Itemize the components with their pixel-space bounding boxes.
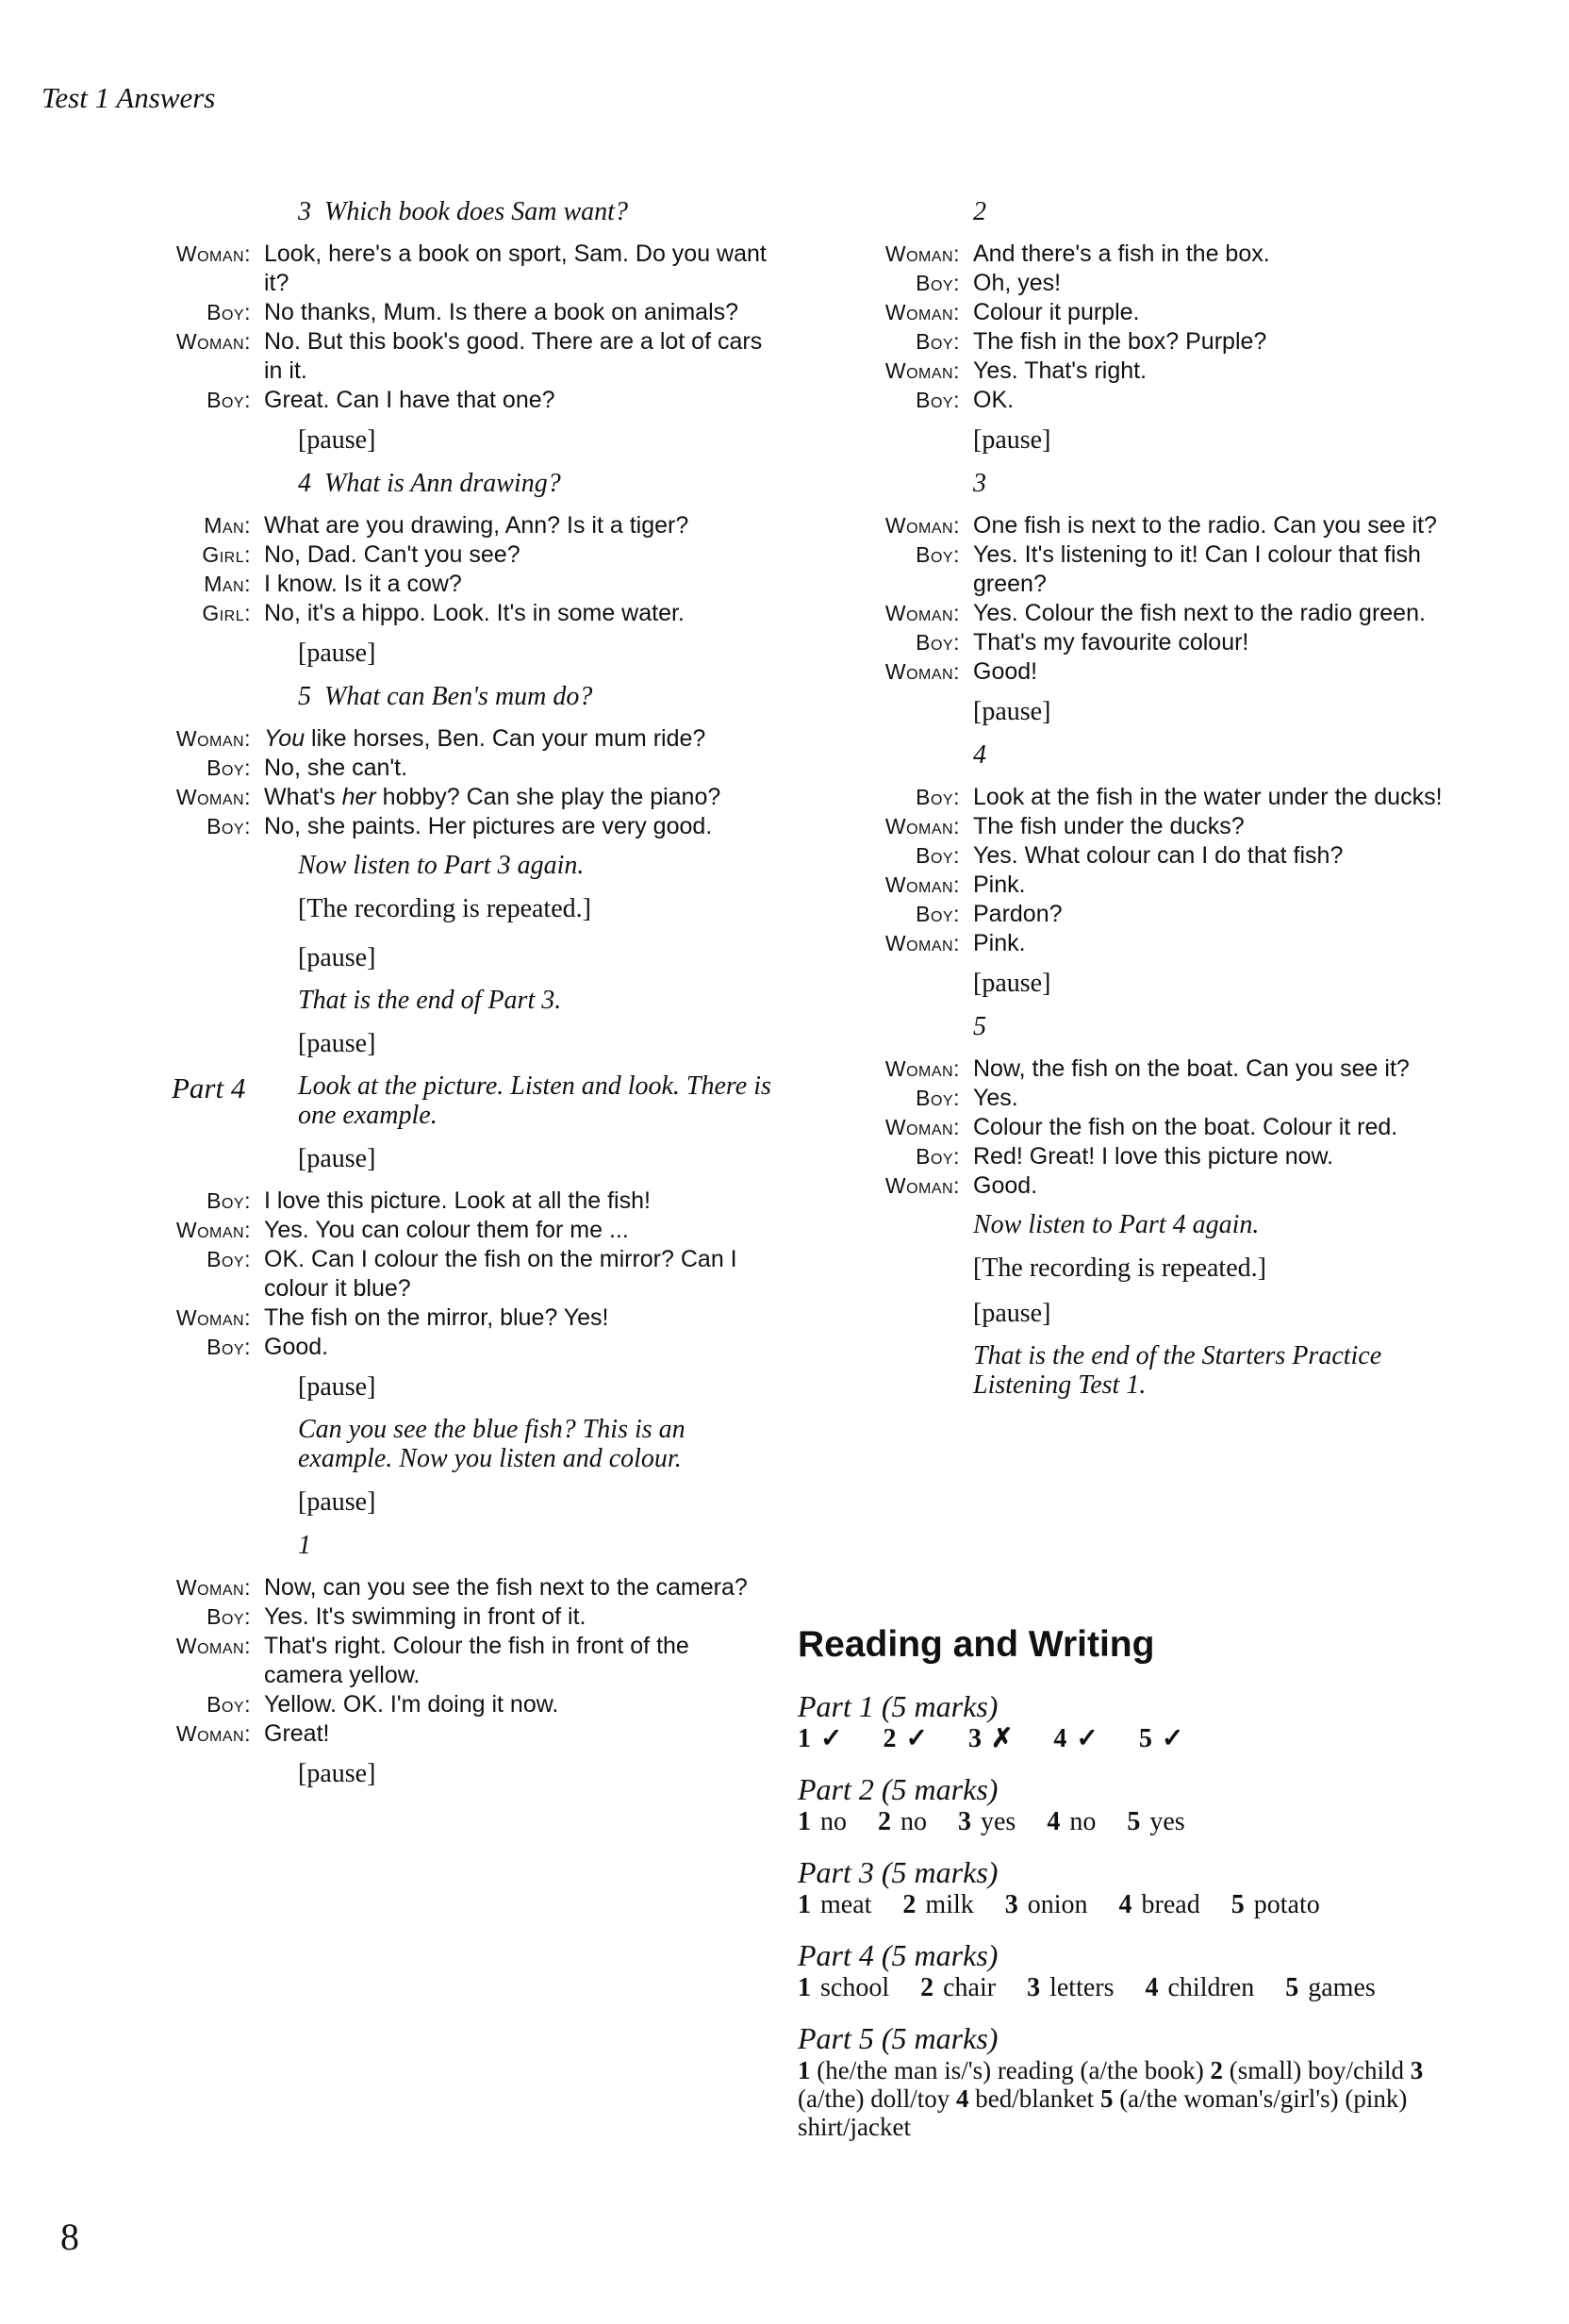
speaker: Boy: — [916, 843, 960, 868]
pause-marker: [pause] — [298, 639, 376, 668]
answer-number: 2 — [920, 1973, 934, 2002]
speaker: Man: — [204, 572, 251, 596]
speaker: Woman: — [884, 659, 960, 684]
part-4-block — [172, 1071, 773, 1130]
answer-text: (a/the) doll/toy — [798, 2084, 950, 2113]
pause-marker: [pause] — [298, 1144, 376, 1173]
dialogue-q3-right — [792, 511, 1490, 687]
speaker: Woman: — [175, 1218, 251, 1242]
end-part-note: That is the end of Part 3. — [298, 986, 562, 1015]
utterance: Yes. — [973, 1085, 1018, 1111]
pause-marker: [pause] — [298, 1487, 376, 1517]
speaker: Boy: — [206, 755, 251, 780]
dialogue-line — [170, 783, 773, 812]
speaker: Boy: — [206, 814, 251, 838]
part-title: Part 1 (5 marks) — [798, 1689, 999, 1723]
dialogue-q5 — [170, 724, 773, 841]
utterance-part: What's — [264, 784, 342, 810]
utterance: Pink. — [973, 930, 1026, 956]
instruction: Now listen to Part 4 again. — [973, 1210, 1260, 1239]
speaker: Boy: — [916, 329, 960, 354]
question-1-title — [298, 1530, 773, 1562]
utterance: The fish under the ducks? — [973, 813, 1245, 839]
answer-number: 1 — [798, 1724, 811, 1753]
speaker: Boy: — [916, 542, 960, 567]
answer — [883, 1724, 936, 1753]
dialogue-line — [792, 1113, 1490, 1142]
dialogue-line — [170, 754, 773, 783]
speaker: Woman: — [884, 601, 960, 625]
part-label: Part 4 — [172, 1071, 246, 1104]
speaker: Woman: — [884, 1115, 960, 1139]
answer-text: bed/blanket — [975, 2084, 1095, 2113]
answer — [920, 1973, 996, 2002]
speaker: Woman: — [884, 241, 960, 266]
pause-marker: [pause] — [298, 1029, 376, 1058]
utterance: Good! — [973, 658, 1038, 685]
answer-number: 4 — [955, 2084, 969, 2113]
answer-text: letters — [1049, 1973, 1115, 2002]
dialogue-line — [792, 783, 1490, 812]
question-number: 2 — [973, 197, 986, 226]
utterance: Now, can you see the fish next to the camera? — [264, 1574, 748, 1601]
speaker: Woman: — [884, 814, 960, 838]
answer-list — [798, 1724, 1458, 1754]
part-title: Part 3 (5 marks) — [798, 1855, 999, 1889]
dialogue-q4-right — [792, 783, 1490, 958]
answer — [798, 1724, 851, 1753]
question-text: What can Ben's mum do? — [324, 682, 593, 711]
answer-text: bread — [1141, 1890, 1200, 1919]
answer-text: (a/the woman's/girl's) (pink) shirt/jacket — [798, 2084, 1408, 2141]
emphasis: You — [264, 725, 306, 752]
rw-part-2 — [798, 1771, 1458, 1837]
speaker: Boy: — [916, 271, 960, 295]
answer-number: 3 — [1410, 2056, 1424, 2084]
utterance: The fish in the box? Purple? — [973, 328, 1267, 355]
dialogue-line — [792, 511, 1490, 540]
utterance: Pardon? — [973, 901, 1063, 927]
utterance: Red! Great! I love this picture now. — [973, 1143, 1334, 1170]
utterance: OK. Can I colour the fish on the mirror? Can I colour it blue? — [264, 1246, 737, 1302]
speaker: Woman: — [175, 1634, 251, 1658]
question-4-title — [973, 739, 1490, 772]
answer-number: 5 — [1230, 1890, 1245, 1919]
answer-text: school — [820, 1973, 890, 2002]
dialogue-line — [792, 628, 1490, 657]
utterance: Yellow. OK. I'm doing it now. — [264, 1691, 559, 1718]
speaker: Woman: — [884, 1173, 960, 1198]
speaker: Woman: — [884, 931, 960, 955]
answer-mark: ✓ — [905, 1724, 928, 1753]
dialogue-line — [170, 540, 773, 570]
answer — [798, 1807, 847, 1836]
question-text: What is Ann drawing? — [324, 469, 561, 498]
answer-number: 1 — [798, 2056, 811, 2084]
dialogue-line — [170, 298, 773, 327]
speaker: Woman: — [884, 872, 960, 897]
speaker: Woman: — [175, 1305, 251, 1330]
utterance: One fish is next to the radio. Can you see it? — [973, 512, 1437, 539]
question-3-title — [298, 196, 773, 228]
speaker: Boy: — [916, 1144, 960, 1169]
speaker: Boy: — [206, 300, 251, 324]
dialogue-line — [792, 900, 1490, 929]
utterance — [264, 783, 773, 812]
dialogue-line — [792, 929, 1490, 958]
speaker: Woman: — [175, 785, 251, 809]
question-number: 4 — [298, 469, 311, 498]
dialogue-line — [170, 386, 773, 415]
answer-number: 1 — [798, 1973, 811, 2002]
speaker: Boy: — [206, 1188, 251, 1213]
answer-mark: ✓ — [1161, 1724, 1184, 1753]
dialogue-line — [792, 871, 1490, 900]
rw-part-3 — [798, 1854, 1458, 1920]
answer-text: milk — [925, 1890, 974, 1919]
utterance-part: hobby? Can she play the piano? — [375, 784, 721, 810]
dialogue-line — [170, 1245, 773, 1303]
answer — [1231, 1890, 1320, 1919]
pause-marker: [pause] — [973, 969, 1051, 998]
dialogue-line — [792, 1142, 1490, 1171]
speaker: Boy: — [206, 1604, 251, 1629]
answer-list — [798, 1807, 1458, 1837]
speaker: Girl: — [202, 601, 251, 625]
dialogue-line — [792, 298, 1490, 327]
left-column — [170, 196, 773, 1801]
utterance: No, it's a hippo. Look. It's in some water. — [264, 600, 685, 626]
right-column — [792, 196, 1490, 1413]
dialogue-line — [792, 386, 1490, 415]
recording-note: [The recording is repeated.] — [298, 894, 591, 923]
answer-text: (he/the man is/'s) reading (a/the book) — [817, 2056, 1204, 2084]
speaker: Boy: — [916, 785, 960, 809]
question-5-title — [298, 681, 773, 713]
question-3-title — [973, 468, 1490, 500]
speaker: Boy: — [206, 1247, 251, 1271]
question-number: 4 — [973, 740, 986, 770]
answer — [798, 1973, 889, 2002]
speaker: Boy: — [916, 388, 960, 412]
speaker: Woman: — [175, 726, 251, 751]
utterance: No. But this book's good. There are a lot of cars in it. — [264, 328, 763, 384]
speaker: Girl: — [202, 542, 251, 567]
pause-marker: [pause] — [298, 1372, 376, 1402]
answer — [1027, 1973, 1114, 2002]
utterance: Great! — [264, 1720, 330, 1747]
instruction: Now listen to Part 3 again. — [298, 851, 585, 880]
dialogue-line — [792, 540, 1490, 599]
answer-number: 3 — [1027, 1973, 1041, 2002]
answer-number: 3 — [967, 1724, 982, 1753]
dialogue-line — [170, 1602, 773, 1632]
dialogue-line — [792, 240, 1490, 269]
speaker: Woman: — [175, 241, 251, 266]
answer — [902, 1890, 973, 1919]
answer — [878, 1807, 927, 1836]
speaker: Boy: — [206, 388, 251, 412]
running-head: Test 1 Answers — [41, 81, 216, 114]
part-title: Part 4 (5 marks) — [798, 1938, 999, 1972]
question-number: 3 — [298, 197, 311, 226]
answer-mark: ✓ — [820, 1724, 843, 1753]
answer-text: no — [820, 1807, 847, 1836]
emphasis: her — [341, 784, 376, 810]
answer-number: 2 — [902, 1890, 917, 1919]
utterance: No thanks, Mum. Is there a book on animals? — [264, 299, 739, 325]
answer-number: 2 — [1210, 2056, 1223, 2084]
answer-text: games — [1308, 1973, 1376, 2002]
pause-marker: [pause] — [298, 1759, 376, 1788]
dialogue-line — [792, 1054, 1490, 1084]
dialogue-line — [170, 1573, 773, 1602]
dialogue-line — [792, 1171, 1490, 1201]
utterance: No, she paints. Her pictures are very good. — [264, 813, 713, 839]
answer-number: 5 — [1138, 1724, 1152, 1753]
dialogue-line — [170, 599, 773, 628]
utterance: Yes. Colour the fish next to the radio green. — [973, 600, 1426, 626]
answer-text: yes — [981, 1807, 1016, 1836]
utterance: Oh, yes! — [973, 270, 1062, 296]
dialogue-line — [792, 812, 1490, 841]
speaker: Boy: — [916, 630, 960, 655]
recording-note: [The recording is repeated.] — [973, 1253, 1266, 1283]
answer — [1119, 1890, 1200, 1919]
pause-marker: [pause] — [298, 943, 376, 972]
dialogue-line — [170, 1690, 773, 1719]
dialogue-line — [792, 841, 1490, 871]
answer-text: (small) boy/child — [1229, 2056, 1404, 2084]
answer — [1285, 1973, 1376, 2002]
speaker: Woman: — [175, 1721, 251, 1746]
dialogue-line — [170, 812, 773, 841]
question-5-title — [973, 1011, 1490, 1043]
answer-number: 1 — [798, 1807, 811, 1836]
dialogue-line — [170, 1333, 773, 1362]
answer-number: 5 — [1099, 2084, 1114, 2113]
answer-number: 5 — [1127, 1807, 1141, 1836]
answer-number: 3 — [958, 1807, 971, 1836]
question-number: 5 — [973, 1012, 986, 1041]
utterance: Yes. It's swimming in front of it. — [264, 1603, 586, 1630]
question-number: 3 — [973, 469, 986, 498]
answer — [798, 1890, 871, 1919]
answer-number: 4 — [1047, 1807, 1061, 1836]
dialogue-line — [792, 1084, 1490, 1113]
answer-text: meat — [820, 1890, 872, 1919]
part-instruction: Look at the picture. Listen and look. There is one example. — [298, 1071, 771, 1130]
utterance: Great. Can I have that one? — [264, 387, 555, 413]
utterance: Yes. That's right. — [973, 357, 1148, 384]
pause-marker: [pause] — [973, 697, 1051, 726]
speaker: Woman: — [884, 1056, 960, 1081]
reading-writing-section — [798, 1624, 1458, 2158]
answer-number: 2 — [883, 1724, 897, 1753]
utterance: That's right. Colour the fish in front of the camera yellow. — [264, 1633, 689, 1688]
part-title: Part 5 (5 marks) — [798, 2021, 999, 2055]
utterance: Look at the fish in the water under the ducks! — [973, 784, 1443, 810]
dialogue-line — [792, 599, 1490, 628]
pause-marker: [pause] — [298, 425, 376, 455]
answer-number: 4 — [1145, 1973, 1159, 2002]
dialogue-line — [792, 327, 1490, 357]
dialogue-line — [170, 1187, 773, 1216]
answer-number: 1 — [798, 1890, 811, 1919]
answer — [1005, 1890, 1088, 1919]
answer-text: chair — [943, 1973, 997, 2002]
utterance: Look, here's a book on sport, Sam. Do you want it? — [264, 241, 767, 296]
dialogue-q4 — [170, 511, 773, 628]
utterance: No, she can't. — [264, 755, 408, 781]
question-number: 1 — [298, 1531, 311, 1560]
answer-paragraph — [798, 2056, 1458, 2141]
page-number: 8 — [60, 2216, 79, 2258]
example-note: Can you see the blue fish? This is an example. Now you listen and colour. — [298, 1415, 685, 1473]
answer-number: 2 — [878, 1807, 891, 1836]
utterance: Yes. It's listening to it! Can I colour that fish green? — [973, 541, 1421, 597]
utterance — [264, 724, 773, 754]
answer-list — [798, 1890, 1458, 1920]
dialogue-line — [170, 327, 773, 386]
utterance: Colour the fish on the boat. Colour it red. — [973, 1114, 1398, 1140]
answer-number: 3 — [1004, 1890, 1018, 1919]
answer-mark: ✗ — [990, 1724, 1014, 1753]
speaker: Boy: — [206, 1335, 251, 1359]
utterance: I know. Is it a cow? — [264, 571, 462, 597]
answer — [1127, 1807, 1184, 1836]
utterance: Now, the fish on the boat. Can you see it? — [973, 1055, 1410, 1082]
utterance: Good. — [973, 1172, 1038, 1199]
dialogue-part4-example — [170, 1187, 773, 1362]
answer-text: yes — [1149, 1807, 1185, 1836]
answer-text: no — [1069, 1807, 1097, 1836]
speaker: Woman: — [884, 358, 960, 383]
dialogue-line — [170, 1216, 773, 1245]
utterance: The fish on the mirror, blue? Yes! — [264, 1304, 609, 1331]
answer-text: potato — [1253, 1890, 1320, 1919]
answer-mark: ✓ — [1076, 1724, 1098, 1753]
dialogue-line — [170, 1632, 773, 1690]
pause-marker: [pause] — [973, 425, 1051, 455]
utterance-rest: like horses, Ben. Can your mum ride? — [305, 725, 706, 752]
answer — [1139, 1724, 1193, 1753]
utterance: What are you drawing, Ann? Is it a tiger? — [264, 512, 689, 539]
dialogue-line — [170, 724, 773, 754]
dialogue-line — [170, 511, 773, 540]
question-2-title — [973, 196, 1490, 228]
answer-text: onion — [1027, 1890, 1088, 1919]
answer-text: no — [900, 1807, 927, 1836]
utterance: That's my favourite colour! — [973, 629, 1249, 656]
answer — [958, 1807, 1016, 1836]
answer-list — [798, 1973, 1458, 2003]
pause-marker: [pause] — [973, 1299, 1051, 1328]
dialogue-part4-q1 — [170, 1573, 773, 1749]
answer-number: 4 — [1053, 1724, 1067, 1753]
rw-part-4 — [798, 1937, 1458, 2003]
answer — [1053, 1724, 1107, 1753]
question-4-title — [298, 468, 773, 500]
dialogue-line — [170, 570, 773, 599]
answer-text: children — [1167, 1973, 1255, 2002]
answer — [1047, 1807, 1096, 1836]
utterance: Good. — [264, 1334, 329, 1360]
utterance: Pink. — [973, 872, 1026, 898]
question-text: Which book does Sam want? — [324, 197, 628, 226]
dialogue-q2 — [792, 240, 1490, 415]
dialogue-line — [792, 269, 1490, 298]
dialogue-q3 — [170, 240, 773, 415]
question-number: 5 — [298, 682, 311, 711]
dialogue-line — [170, 1303, 773, 1333]
answer-number: 4 — [1118, 1890, 1132, 1919]
utterance: Yes. You can colour them for me ... — [264, 1217, 629, 1243]
speaker: Boy: — [916, 902, 960, 926]
answer-number: 5 — [1285, 1973, 1299, 2002]
speaker: Woman: — [175, 329, 251, 354]
dialogue-line — [792, 357, 1490, 386]
rw-part-5 — [798, 2020, 1458, 2141]
utterance: OK. — [973, 387, 1015, 413]
utterance: And there's a fish in the box. — [973, 241, 1270, 267]
end-test-note: That is the end of the Starters Practice Listening Test 1. — [973, 1341, 1382, 1400]
rw-part-1 — [798, 1688, 1458, 1754]
speaker: Boy: — [206, 1692, 251, 1717]
dialogue-line — [170, 240, 773, 298]
section-heading: Reading and Writing — [798, 1624, 1155, 1665]
speaker: Woman: — [175, 1575, 251, 1600]
answer — [1146, 1973, 1255, 2002]
speaker: Man: — [204, 513, 251, 538]
part-title: Part 2 (5 marks) — [798, 1772, 999, 1806]
utterance: I love this picture. Look at all the fish! — [264, 1187, 651, 1214]
speaker: Woman: — [884, 300, 960, 324]
dialogue-line — [792, 657, 1490, 687]
speaker: Boy: — [916, 1086, 960, 1110]
answer — [968, 1724, 1022, 1753]
utterance: Yes. What colour can I do that fish? — [973, 842, 1344, 869]
dialogue-q5-right — [792, 1054, 1490, 1201]
dialogue-line — [170, 1719, 773, 1749]
speaker: Woman: — [884, 513, 960, 538]
utterance: Colour it purple. — [973, 299, 1140, 325]
utterance: No, Dad. Can't you see? — [264, 541, 520, 568]
